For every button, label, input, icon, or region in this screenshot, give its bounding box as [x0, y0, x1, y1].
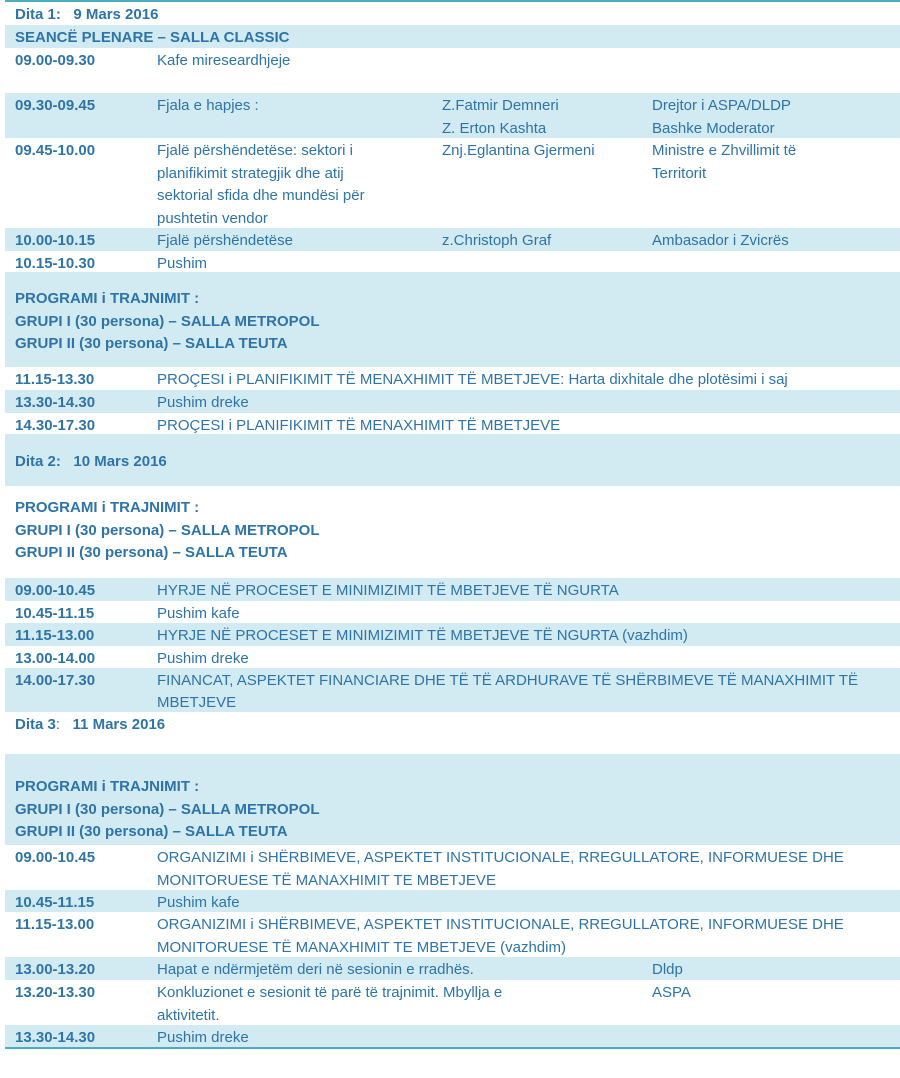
table-row: 13.20-13.30 Konkluzionet e sesionit të parë të trajnimit. Mbyllja e aktivitetit. ASPA: [15, 984, 691, 1024]
day1-plenary-row: [5, 25, 900, 48]
day1-date: 9 Mars 2016: [73, 6, 159, 23]
table-row: 10.00-10.15 Fjalë përshëndetëse z.Christoph Graf Ambasador i Zvicrës: [5, 228, 900, 251]
table-row: 09.00-10.45 ORGANIZIMI i SHËRBIMEVE, ASPEKTET INSTITUCIONALE, RREGULLATORE, INFORMUESE DHE MONITORUESE TË MANAXHIMIT TE MBETJEVE: [15, 849, 844, 889]
day1-label: Dita 1:: [15, 6, 61, 23]
table-row: 13.00-13.20 Hapat e ndërmjetëm deri në sesionin e rradhës. Dldp: [5, 957, 900, 980]
table-row: 09.45-10.00 Fjalë përshëndetëse: sektori i planifikimit strategjik dhe atij sektorial sfida dhe mundësi për pushtetin vendor Znj.Eglantina Gjermeni Ministre e Zhvillimit të Territorit: [15, 142, 797, 227]
table-row: 09.00-09.30 Kafe mireseardhjeje: [15, 52, 291, 69]
day2-label: Dita 2:: [15, 453, 61, 470]
day1-training-block: PROGRAMI i TRAJNIMIT : GRUPI I (30 persona) – SALLA METROPOL GRUPI II (30 persona) – SALLA TEUTA: [5, 272, 900, 367]
table-row: 09.30-09.45 Fjala e hapjes : Z.Fatmir Demneri Drejtor i ASPA/DLDP Z. Erton Kashta Bashke Moderator: [5, 93, 900, 138]
table-row: 11.15-13.00 HYRJE NË PROCESET E MINIMIZIMIT TË MBETJEVE TË NGURTA (vazhdim): [5, 623, 900, 646]
table-row: 11.15-13.30 PROÇESI i PLANIFIKIMIT TË MENAXHIMIT TË MBETJEVE: Harta dixhitale dhe plotësimi i saj: [15, 371, 788, 388]
table-row: 10.15-10.30 Pushim: [15, 255, 208, 272]
table-row: 10.45-11.15 Pushim kafe: [15, 605, 240, 622]
table-row: 14.30-17.30 PROÇESI i PLANIFIKIMIT TË MENAXHIMIT TË MBETJEVE: [15, 417, 561, 434]
table-row: 14.00-17.30 FINANCAT, ASPEKTET FINANCIARE DHE TË TË ARDHURAVE TË SHËRBIMEVE TË MANAXHIMIT TË MBETJEVE: [5, 668, 900, 712]
day3-header: Dita 3: 11 Mars 2016: [15, 716, 166, 733]
table-row: 09.00-10.45 HYRJE NË PROCESET E MINIMIZIMIT TË MBETJEVE TË NGURTA: [5, 578, 900, 601]
plenary-title: SEANCË PLENARE – SALLA CLASSIC: [15, 29, 290, 46]
day1-header: [5, 2, 900, 25]
table-row: 13.30-14.30 Pushim dreke: [5, 1025, 900, 1047]
day2-training-block: PROGRAMI i TRAJNIMIT : GRUPI I (30 persona) – SALLA METROPOL GRUPI II (30 persona) – SALLA TEUTA: [15, 499, 320, 561]
day3-label: Dita 3: [15, 716, 56, 733]
day2-header: [5, 434, 900, 486]
table-row: 11.15-13.00 ORGANIZIMI i SHËRBIMEVE, ASPEKTET INSTITUCIONALE, RREGULLATORE, INFORMUESE DHE MONITORUESE TË MANAXHIMIT TE MBETJEVE (vazhdim): [15, 916, 844, 956]
day3-training-block: PROGRAMI i TRAJNIMIT : GRUPI I (30 persona) – SALLA METROPOL GRUPI II (30 persona) – SALLA TEUTA: [5, 754, 900, 845]
day2-date: 10 Mars 2016: [73, 453, 167, 470]
bottom-rule: [5, 1047, 900, 1049]
day3-date: 11 Mars 2016: [72, 716, 166, 733]
table-row: 13.00-14.00 Pushim dreke: [15, 650, 249, 667]
table-row: 13.30-14.30 Pushim dreke: [5, 390, 900, 413]
table-row: 10.45-11.15 Pushim kafe: [5, 890, 900, 912]
